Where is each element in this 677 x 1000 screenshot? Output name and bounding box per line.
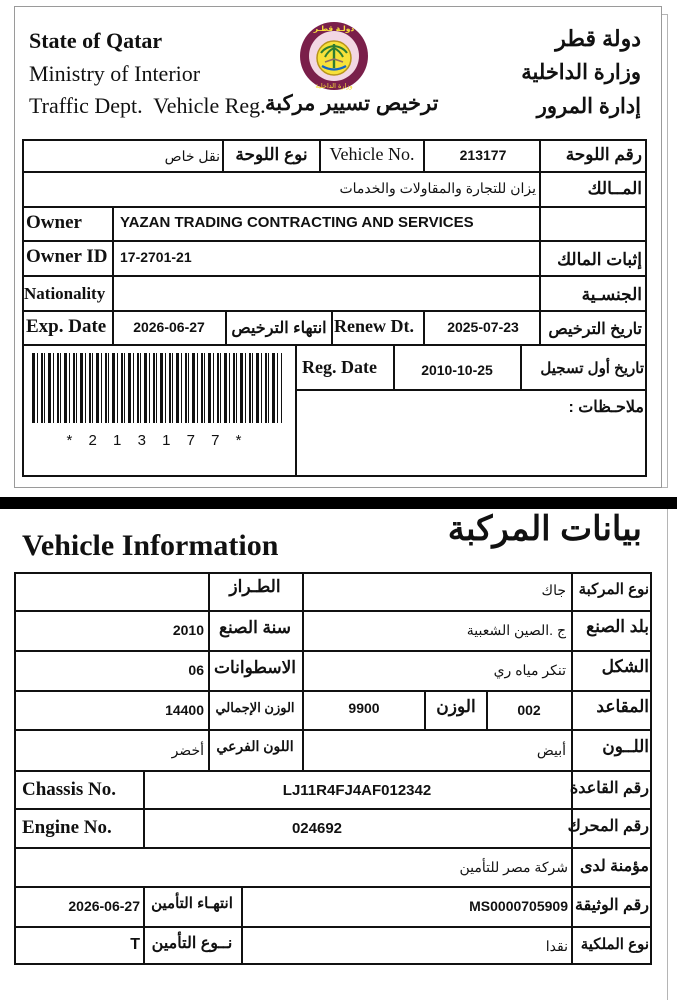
exp-date-ar-label: انتهاء الترخيص — [231, 320, 327, 337]
ins-exp-label: انتهـاء التأمين — [151, 895, 233, 912]
emblem-bottom-text: وزارة الداخلية — [315, 82, 353, 90]
type-label: نوع المركبة — [578, 581, 649, 598]
country-en: State of Qatar — [29, 28, 163, 53]
scan-divider — [0, 497, 677, 509]
barcode — [32, 353, 282, 423]
vehicle-no-label: Vehicle No. — [329, 144, 415, 164]
renew-date-value: 2025-07-23 — [447, 319, 519, 335]
plate-no-value: 213177 — [459, 147, 507, 163]
policy-value: MS0000705909 — [469, 898, 568, 914]
engine-value: 024692 — [291, 820, 343, 837]
insurer-value: شركة مصر للتأمين — [459, 859, 568, 875]
chassis-value: LJ11R4FJ4AF012342 — [282, 782, 432, 799]
cylinders-label: الاسطوانات — [213, 658, 297, 677]
owner-ar-label: المــالك — [587, 179, 642, 198]
country-ar: دولة قطر — [555, 26, 641, 51]
card-edge — [667, 509, 673, 1000]
notes-label: ملاحـظات : — [568, 399, 644, 416]
ins-type-value: T — [130, 936, 140, 953]
renew-label: Renew Dt. — [334, 316, 414, 336]
chassis-label-en: Chassis No. — [22, 779, 116, 800]
insurer-label: مؤمنة لدى — [579, 858, 649, 875]
engine-label-en: Engine No. — [22, 817, 112, 838]
dept-en: Traffic Dept. Vehicle Reg. — [29, 93, 266, 118]
emblem-top-text: دولـة قطـر — [313, 24, 355, 33]
origin-value: ج .الصين الشعبية — [466, 622, 566, 638]
ownership-label: نوع الملكية — [580, 936, 649, 953]
ministry-en: Ministry of Interior — [29, 61, 201, 86]
model-label: الطـراز — [229, 577, 281, 596]
vehicle-info-title-ar: بيانات المركبة — [447, 510, 642, 548]
ins-type-label: نــوع التأمين — [151, 935, 233, 952]
plate-type-value: نقل خاص — [164, 148, 220, 164]
nationality-ar-label: الجنسـية — [581, 285, 642, 304]
card-edge — [662, 14, 668, 488]
seats-value: 002 — [517, 702, 541, 718]
qatar-emblem-icon — [298, 18, 370, 94]
exp-date-label: Exp. Date — [26, 316, 107, 337]
owner-ar-value: يزان للتجارة والمقاولات والخدمات — [339, 180, 536, 196]
weight-label: الوزن — [436, 697, 476, 716]
owner-id-value: 17-2701-21 — [120, 249, 192, 265]
shape-label: الشكل — [601, 657, 649, 676]
year-label: سنة الصنع — [218, 618, 292, 637]
policy-label: رقم الوثيقة — [574, 897, 649, 914]
nationality-label: Nationality — [24, 284, 106, 303]
origin-label: بلد الصنع — [586, 617, 649, 636]
owner-en-value: YAZAN TRADING CONTRACTING AND SERVICES — [120, 214, 474, 231]
barcode-text: * 2 1 3 1 7 7 * — [66, 432, 248, 449]
gross-weight-label: الوزن الإجمالي — [215, 700, 295, 715]
ins-exp-value: 2026-06-27 — [68, 898, 140, 914]
color-value: أبيض — [536, 742, 566, 758]
year-value: 2010 — [172, 622, 204, 638]
owner-id-ar-label: إثبات المالك — [557, 250, 642, 269]
engine-label-ar: رقم المحرك — [567, 818, 649, 835]
plate-no-label: رقم اللوحة — [565, 145, 642, 164]
license-title-ar: ترخيص تسيير مركبة — [265, 92, 439, 115]
sub-color-label: اللون الفرعي — [216, 738, 294, 754]
chassis-label-ar: رقم القاعدة — [569, 780, 649, 797]
type-value: جاك — [541, 582, 566, 598]
reg-date-label: Reg. Date — [302, 357, 377, 377]
vehicle-info-title-en: Vehicle Information — [22, 529, 279, 562]
seats-label: المقاعد — [596, 697, 649, 716]
owner-en-label: Owner — [26, 212, 82, 233]
color-label: اللــون — [602, 737, 649, 756]
renew-ar-label: تاريخ الترخيص — [548, 321, 642, 338]
dept-ar: إدارة المرور — [536, 95, 641, 118]
gross-weight-value: 14400 — [165, 702, 204, 718]
ministry-ar: وزارة الداخلية — [521, 61, 641, 84]
plate-type-label: نوع اللوحة — [235, 145, 308, 164]
cylinders-value: 06 — [188, 662, 204, 678]
reg-date-ar-label: تاريخ أول تسجيل — [540, 360, 644, 377]
weight-value: 9900 — [348, 700, 380, 716]
exp-date-value: 2026-06-27 — [133, 319, 205, 335]
sub-color-value: أخضر — [171, 742, 204, 758]
shape-value: تنكر مياه ري — [493, 662, 566, 678]
reg-date-value: 2010-10-25 — [421, 362, 493, 378]
owner-id-label: Owner ID — [26, 246, 108, 267]
ownership-value: نقدا — [545, 938, 568, 954]
